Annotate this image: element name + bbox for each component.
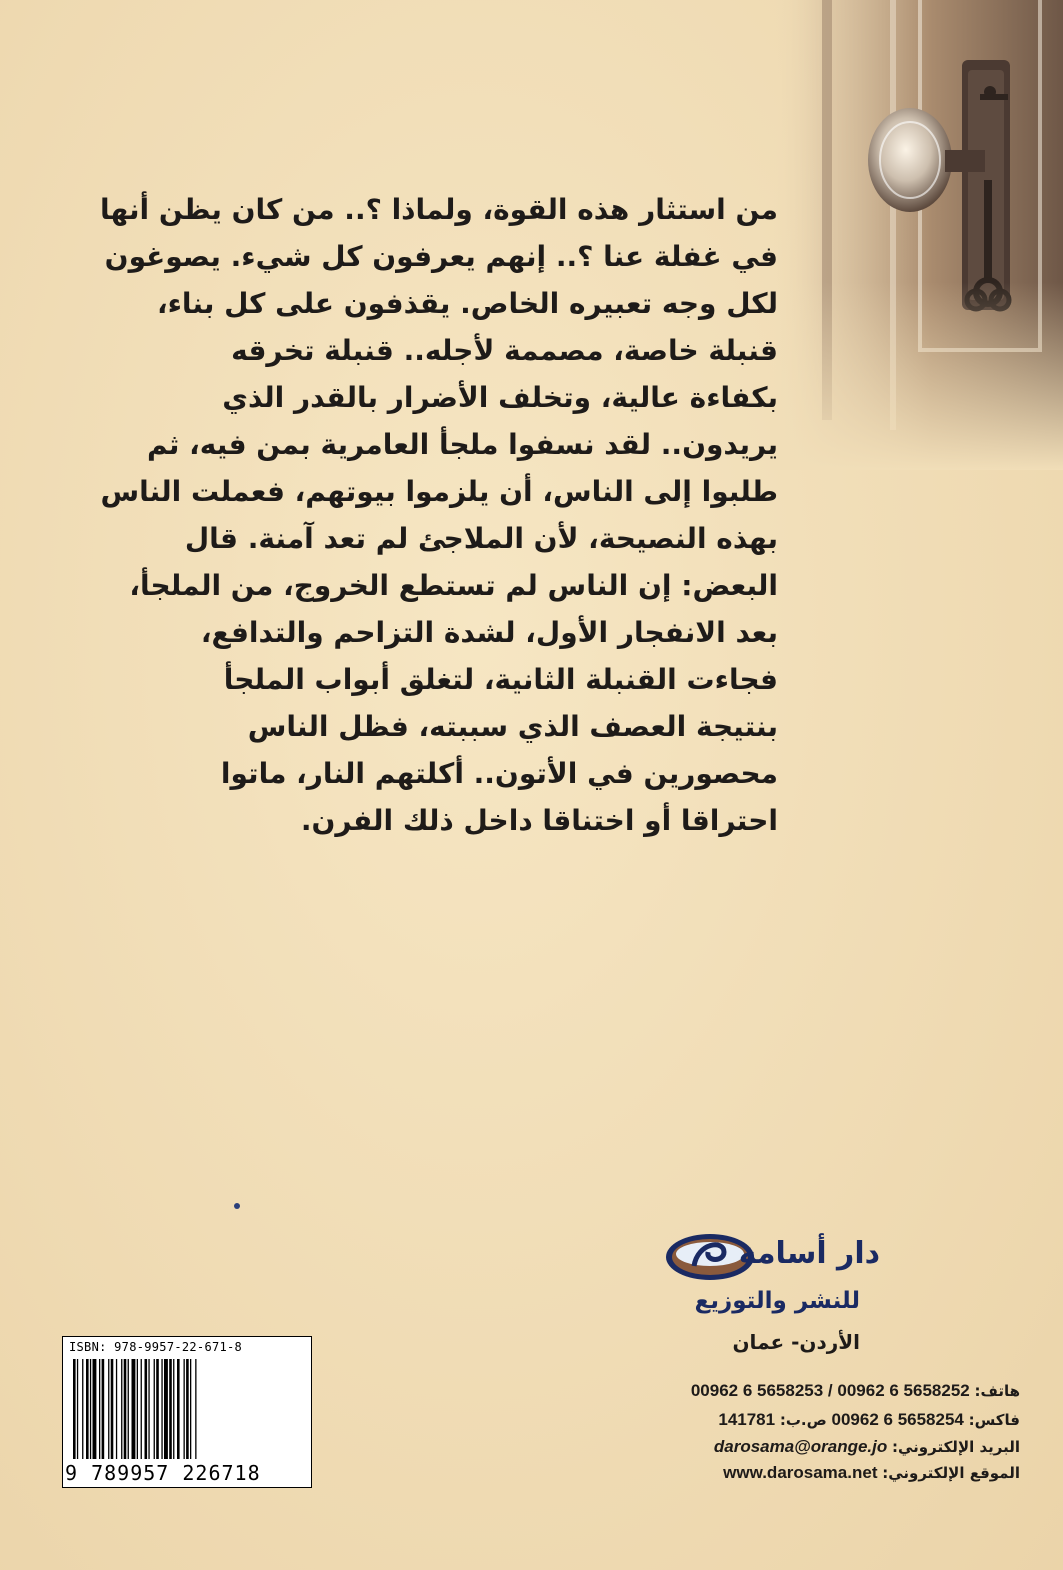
blurb-line: بنتيجة العصف الذي سببته، فظل الناس — [247, 710, 778, 743]
blurb-line: في غفلة عنا ؟.. إنهم يعرفون كل شيء. يصوغون — [104, 240, 778, 273]
publisher-name: دار أسامة — [738, 1236, 880, 1271]
ean-digits: 9 789957 226718 — [65, 1461, 261, 1485]
email-label: البريد الإلكتروني: — [892, 1438, 1020, 1456]
back-cover-blurb — [58, 186, 778, 844]
fax-value: 00962 6 5658254 — [831, 1410, 964, 1429]
blurb-line: بكفاءة عالية، وتخلف الأضرار بالقدر الذي — [222, 381, 778, 414]
blurb-line: لكل وجه تعبيره الخاص. يقذفون على كل بناء، — [156, 287, 778, 320]
pobox-label: ص.ب: — [779, 1411, 827, 1429]
barcode-bars — [73, 1359, 301, 1459]
email-value[interactable]: darosama@orange.jo — [713, 1437, 888, 1456]
blurb-line: بهذه النصيحة، لأن الملاجئ لم تعد آمنة. قال — [184, 522, 778, 555]
fax-label: فاكس: — [968, 1411, 1020, 1429]
contact-fax — [540, 1410, 1020, 1430]
blurb-line: محصورين في الأتون.. أكلتهم النار، ماتوا — [220, 757, 778, 790]
door-key-illustration — [770, 0, 1063, 470]
publisher-location: الأردن- عمان — [732, 1330, 860, 1354]
blurb-line: قنبلة خاصة، مصممة لأجله.. قنبلة تخرقه — [231, 334, 778, 367]
blurb-line: بعد الانفجار الأول، لشدة التزاحم والتدافع، — [200, 616, 778, 649]
phone-label: هاتف: — [974, 1382, 1020, 1400]
isbn-barcode — [62, 1336, 312, 1488]
website-value[interactable]: www.darosama.net — [723, 1463, 878, 1482]
isbn-label: ISBN: 978-9957-22-671-8 — [69, 1340, 243, 1354]
blurb-line: يريدون.. لقد نسفوا ملجأ العامرية بمن فيه، ثم — [146, 428, 778, 461]
blurb-line: فجاءت القنبلة الثانية، لتغلق أبواب الملجأ — [223, 663, 778, 696]
blurb-line: البعض: إن الناس لم تستطع الخروج، من الملجأ، — [129, 569, 778, 602]
pobox-value: 141781 — [718, 1410, 776, 1429]
contact-email — [540, 1437, 1020, 1457]
phone-value: 00962 6 5658253 / 00962 6 5658252 — [690, 1381, 970, 1400]
website-label: الموقع الإلكتروني: — [882, 1464, 1020, 1482]
blurb-line: طلبوا إلى الناس، أن يلزموا بيوتهم، فعملت الناس — [100, 475, 778, 508]
blurb-line: احتراقا أو اختناقا داخل ذلك الفرن. — [300, 804, 778, 837]
blurb-line: من استثار هذه القوة، ولماذا ؟.. من كان يظن أنها — [99, 193, 778, 226]
publisher-tagline: للنشر والتوزيع — [694, 1288, 860, 1314]
ink-dot — [234, 1203, 240, 1209]
contact-website — [540, 1463, 1020, 1483]
contact-phone — [540, 1381, 1020, 1401]
